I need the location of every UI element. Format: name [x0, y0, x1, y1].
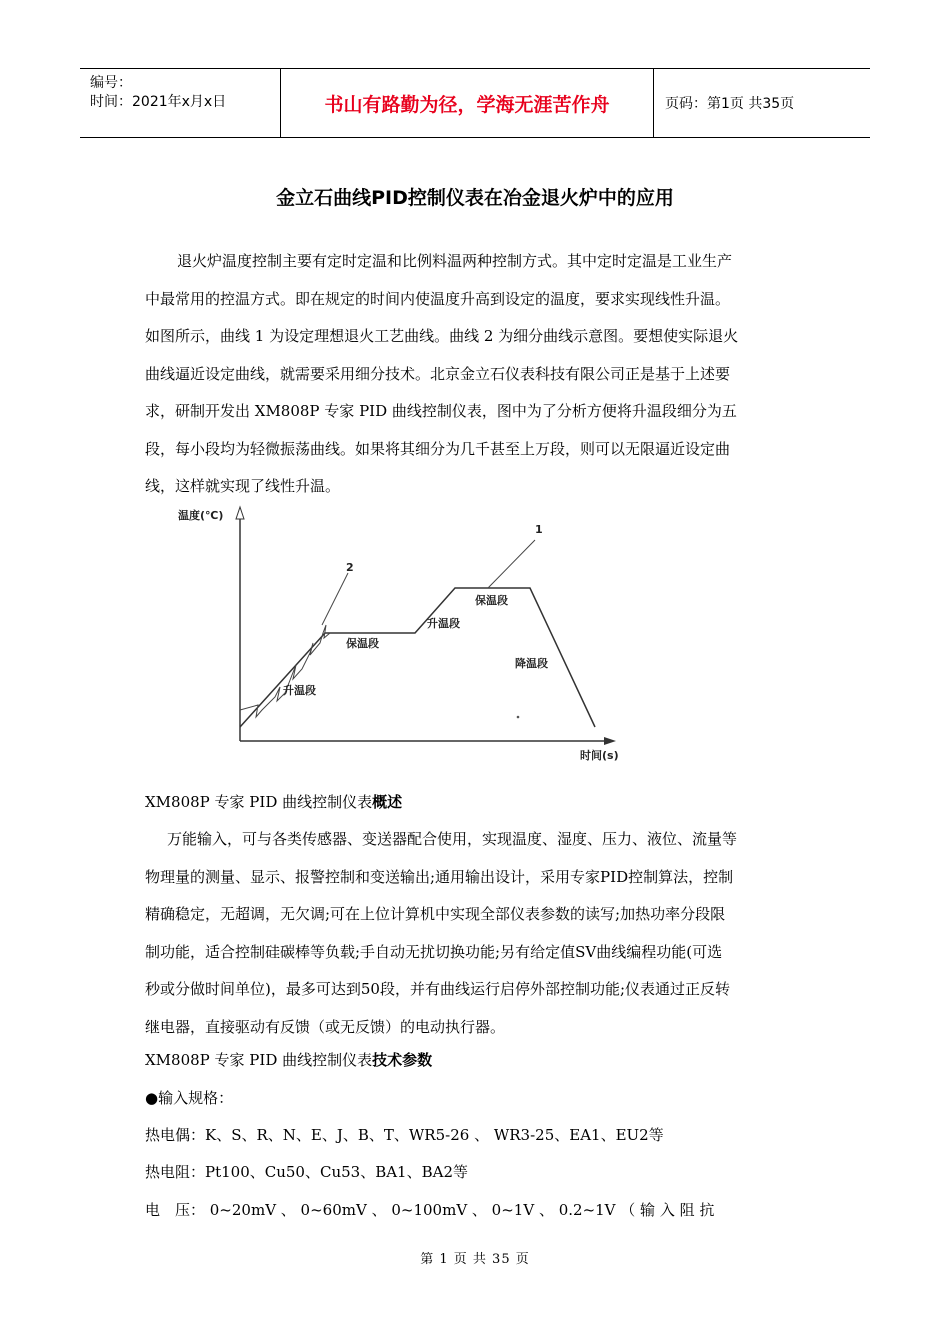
overview-line: 精确稳定，无超调，无欠调;可在上位计算机中实现全部仪表参数的读写;加热功率分段限: [145, 905, 726, 923]
overview-line: 万能输入，可与各类传感器、变送器配合使用，实现温度、湿度、压力、液位、流量等: [167, 830, 738, 848]
hold-segment-label-1: 保温段: [346, 637, 379, 650]
rise-segment-label-2: 升温段: [427, 617, 460, 630]
overview-heading-bold: 概述: [372, 793, 403, 811]
overview-line: 制功能，适合控制硅碳棒等负载;手自动无扰切换功能;另有给定值SV曲线编程功能(可选: [145, 942, 723, 961]
page-info: 页码：第1页 共35页: [665, 96, 795, 112]
tech-heading-bold: 技术参数: [372, 1051, 433, 1069]
header-table: [80, 68, 870, 138]
thermocouple-line: 热电偶：K、S、R、N、E、J、B、T、WR5-26 、 WR3-25、EA1、EU2等: [145, 1126, 664, 1144]
intro-line: 线，这样就实现了线性升温。: [145, 477, 341, 495]
annealing-curve-svg: [170, 505, 650, 767]
motto: 书山有路勤为径，学海无涯苦作舟: [281, 69, 654, 137]
input-spec: ●输入规格：: [145, 1089, 234, 1107]
x-axis-label: 时间(s): [580, 749, 619, 762]
rtd-line: 热电阻：Pt100、Cu50、Cu53、BA1、BA2等: [145, 1163, 468, 1181]
intro-line: 曲线逼近设定曲线，就需要采用细分技术。北京金立石仪表科技有限公司正是基于上述要: [145, 364, 731, 383]
tech-heading-text: XM808P 专家 PID 曲线控制仪表: [145, 1051, 373, 1069]
curve-2: [240, 625, 330, 717]
x-axis-arrow: [604, 737, 616, 745]
overview-heading: [145, 791, 402, 812]
intro-paragraph: [145, 243, 809, 506]
intro-line: 中最常用的控温方式。即在规定的时间内使温度升高到设定的温度，要求实现线性升温。: [145, 289, 731, 308]
overview-paragraph: [145, 821, 809, 1046]
curve-1-label: 1: [535, 523, 543, 536]
curve-2-leader: [322, 573, 348, 625]
page-footer: 第 1 页 共 35 页: [420, 1252, 530, 1267]
hold-segment-label-2: 保温段: [475, 594, 508, 607]
overview-line: 物理量的测量、显示、报警控制和变送输出;通用输出设计，采用专家PID控制算法，控制: [145, 867, 734, 886]
annealing-curve-figure: [170, 505, 650, 767]
intro-line: 如图所示，曲线 1 为设定理想退火工艺曲线。曲线 2 为细分曲线示意图。要想使实际退火: [145, 327, 739, 345]
y-axis-arrow: [236, 507, 244, 519]
time-label: 时间：2021年x月x日: [90, 94, 227, 110]
number-label: 编号：: [90, 75, 132, 91]
curve-1-leader: [488, 540, 535, 588]
header-left-cell: [80, 69, 281, 137]
voltage-line: 电 压： 0~20mV 、 0~60mV 、 0~100mV 、 0~1V 、 0.2~1V （ 输 入 阻 抗: [145, 1201, 715, 1219]
fall-segment-label: 降温段: [515, 657, 548, 670]
intro-line: 求，研制开发出 XM808P 专家 PID 曲线控制仪表，图中为了分析方便将升温段细分为五: [145, 402, 737, 420]
overview-heading-text: XM808P 专家 PID 曲线控制仪表: [145, 793, 373, 811]
y-axis-label: 温度(℃): [178, 509, 224, 522]
tech-heading: [145, 1049, 432, 1070]
doc-title: 金立石曲线PID控制仪表在冶金退火炉中的应用: [276, 187, 674, 209]
curve-2-label: 2: [346, 561, 354, 574]
stray-dot: [517, 716, 520, 719]
overview-line: 继电器，直接驱动有反馈（或无反馈）的电动执行器。: [145, 1017, 506, 1036]
overview-line: 秒或分做时间单位)，最多可达到50段，并有曲线运行启停外部控制功能;仪表通过正反转: [145, 980, 730, 998]
rise-segment-label-1: 升温段: [283, 684, 316, 697]
intro-line: 退火炉温度控制主要有定时定温和比例料温两种控制方式。其中定时定温是工业生产: [177, 252, 733, 270]
intro-line: 段，每小段均为轻微振荡曲线。如果将其细分为几千甚至上万段，则可以无限逼近设定曲: [145, 439, 731, 458]
